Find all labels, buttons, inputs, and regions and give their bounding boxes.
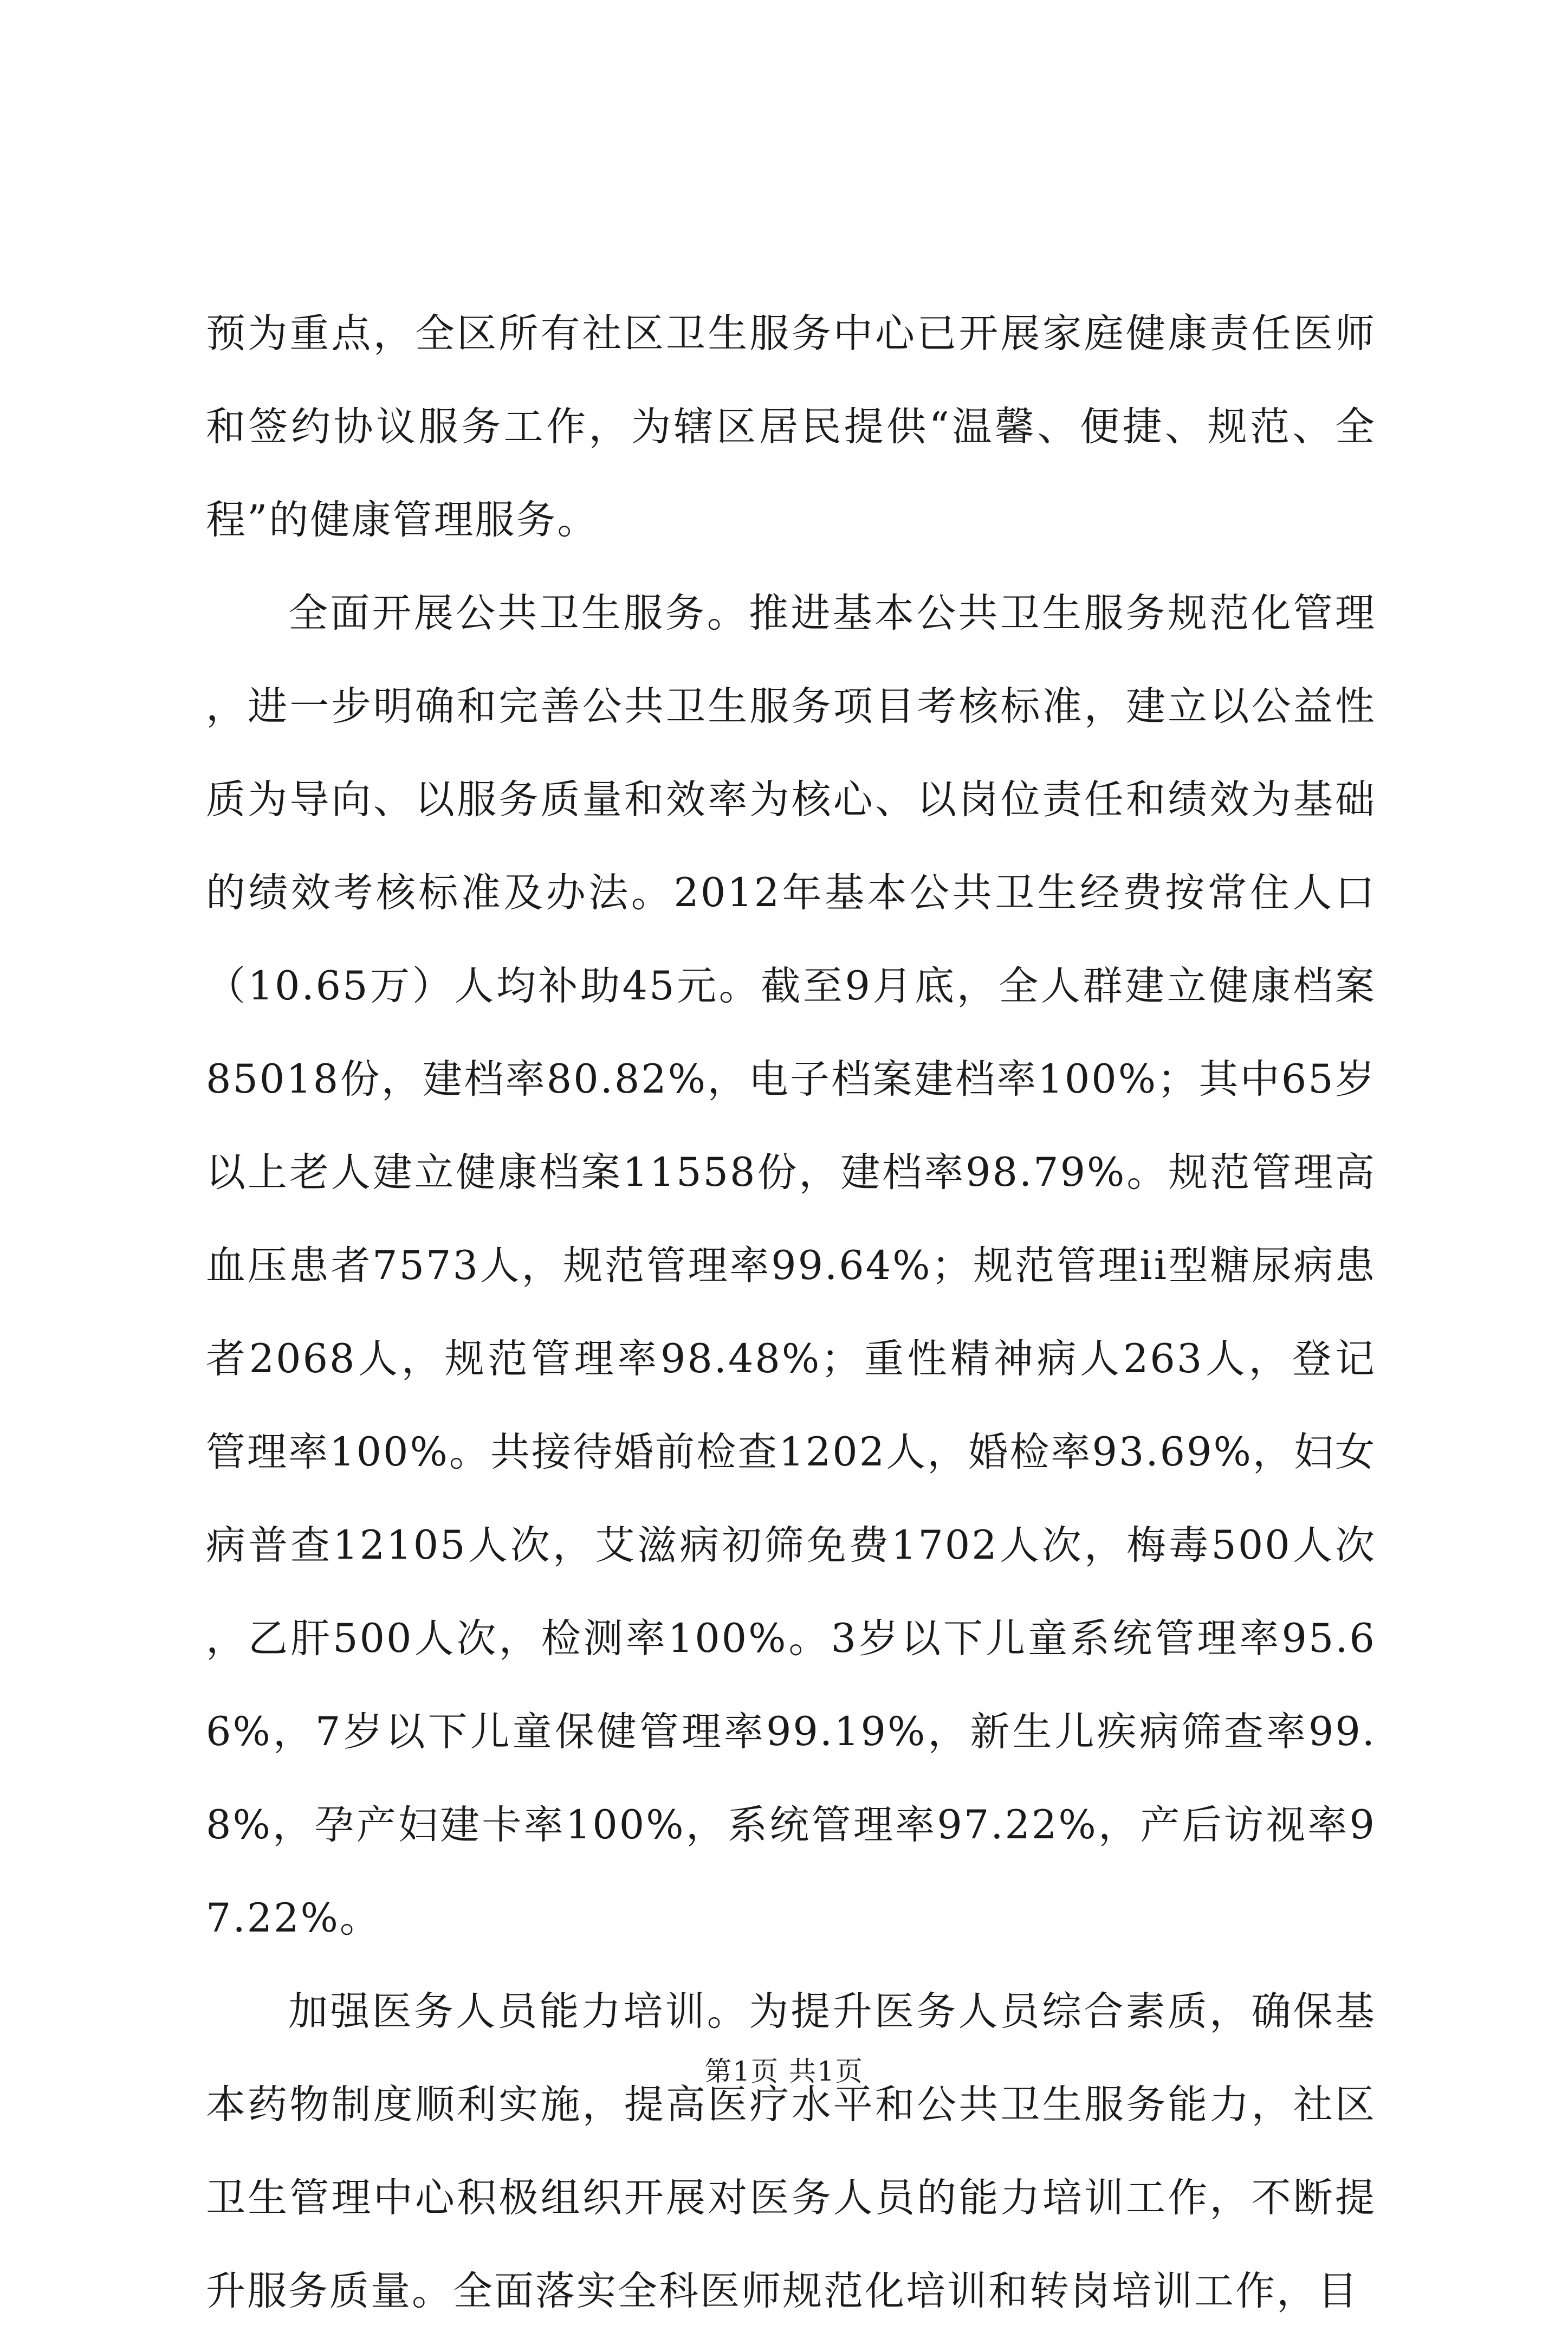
paragraph-3: 加强医务人员能力培训。为提升医务人员综合素质，确保基本药物制度顺利实施，提高医疗水平和公共卫生服务能力，社区卫生管理中心积极组织开展对医务人员的能力培训工作，不断提升服务质量。全面落实全科医师规范化培训和转岗培训工作，目	[206, 1988, 1376, 2314]
document-body	[206, 287, 1376, 2338]
paragraph-2: 全面开展公共卫生服务。推进基本公共卫生服务规范化管理，进一步明确和完善公共卫生服务项目考核标准，建立以公益性质为导向、以服务质量和效率为核心、以岗位责任和绩效为基础的绩效考核标准及办法。2012年基本公共卫生经费按常住人口（10.65万）人均补助45元。截至9月底，全人群建立健康档案85018份，建档率80.82%，电子档案建档率100%；其中65岁以上老人建立健康档案11558份，建档率98.79%。规范管理高血压患者7573人，规范管理率99.64%；规范管理ii型糖尿病患者2068人，规范管理率98.48%；重性精神病人263人，登记管理率100%。共接待婚前检查1202人，婚检率93.69%，妇女病普查12105人次，艾滋病初筛免费1702人次，梅毒500人次，乙肝500人次，检测率100%。3岁以下儿童系统管理率95.66%，7岁以下儿童保健管理率99.19%，新生儿疾病筛查率99.8%，孕产妇建卡率100%，系统管理率97.22%，产后访视率97.22%。	[206, 590, 1376, 1941]
paragraph-1: 预为重点，全区所有社区卫生服务中心已开展家庭健康责任医师和签约协议服务工作，为辖区居民提供“温馨、便捷、规范、全程”的健康管理服务。	[206, 311, 1376, 543]
page-footer: 第1页 共1页	[704, 2056, 864, 2087]
